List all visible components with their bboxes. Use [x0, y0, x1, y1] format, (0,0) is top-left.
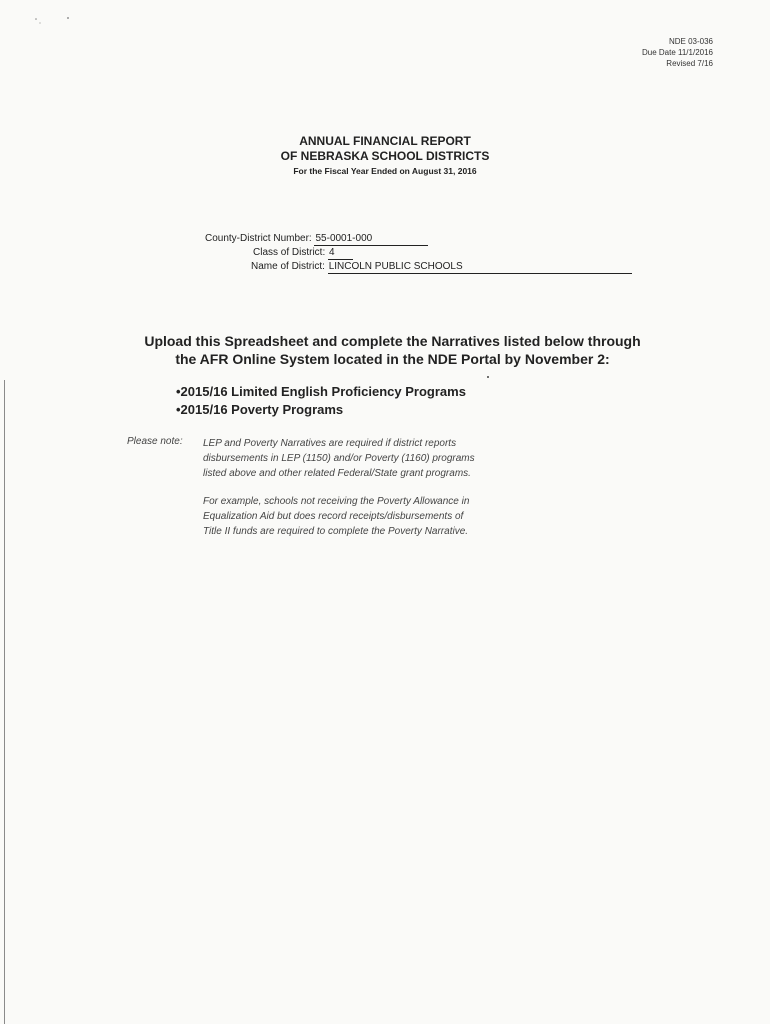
upload-instructions-heading: [100, 332, 685, 368]
program-item-lep: •2015/16 Limited English Proficiency Programs: [176, 384, 466, 399]
note-paragraph-2: [203, 494, 533, 539]
note-p2-line: Title II funds are required to complete the Poverty Narrative.: [203, 526, 469, 537]
note-p1-line: listed above and other related Federal/State grant programs.: [203, 468, 471, 479]
county-district-label: County-District Number:: [205, 233, 312, 244]
note-p2-line: For example, schools not receiving the Poverty Allowance in: [203, 496, 470, 507]
note-p1-line: disbursements in LEP (1150) and/or Poverty (1160) programs: [203, 453, 475, 464]
district-name-label: Name of District:: [251, 261, 325, 272]
class-district-label: Class of District:: [253, 247, 326, 258]
report-title-line2: OF NEBRASKA SCHOOL DISTRICTS: [280, 149, 490, 163]
due-date: Due Date 11/1/2016: [641, 48, 713, 57]
upload-heading-line2: the AFR Online System located in the NDE Portal by November 2:: [175, 351, 610, 367]
county-district-value: 55-0001-000: [314, 233, 428, 246]
scan-speck-mark: [30, 14, 70, 28]
program-list: [176, 383, 466, 419]
scan-edge-line: [4, 380, 5, 1024]
district-name-value: LINCOLN PUBLIC SCHOOLS: [328, 261, 632, 274]
note-paragraph-1: [203, 436, 533, 481]
form-info-block: [642, 36, 713, 69]
form-number: NDE 03-036: [668, 37, 713, 46]
note-label: Please note:: [127, 436, 183, 447]
county-district-row: [205, 232, 428, 246]
district-name-row: [251, 260, 632, 274]
report-title-line1: ANNUAL FINANCIAL REPORT: [299, 134, 471, 148]
stray-dot-mark: [487, 376, 489, 378]
report-subtitle: For the Fiscal Year Ended on August 31, 2016: [293, 166, 477, 176]
program-item-poverty: •2015/16 Poverty Programs: [176, 402, 344, 417]
revised-date: Revised 7/16: [666, 59, 713, 68]
note-p2-line: Equalization Aid but does record receipts/disbursements of: [203, 511, 464, 522]
class-district-value: 4: [328, 247, 353, 260]
note-p1-line: LEP and Poverty Narratives are required if district reports: [203, 438, 457, 449]
report-title-block: [0, 134, 770, 178]
upload-heading-line1: Upload this Spreadsheet and complete the Narratives listed below through: [144, 333, 641, 349]
class-district-row: [253, 246, 353, 260]
